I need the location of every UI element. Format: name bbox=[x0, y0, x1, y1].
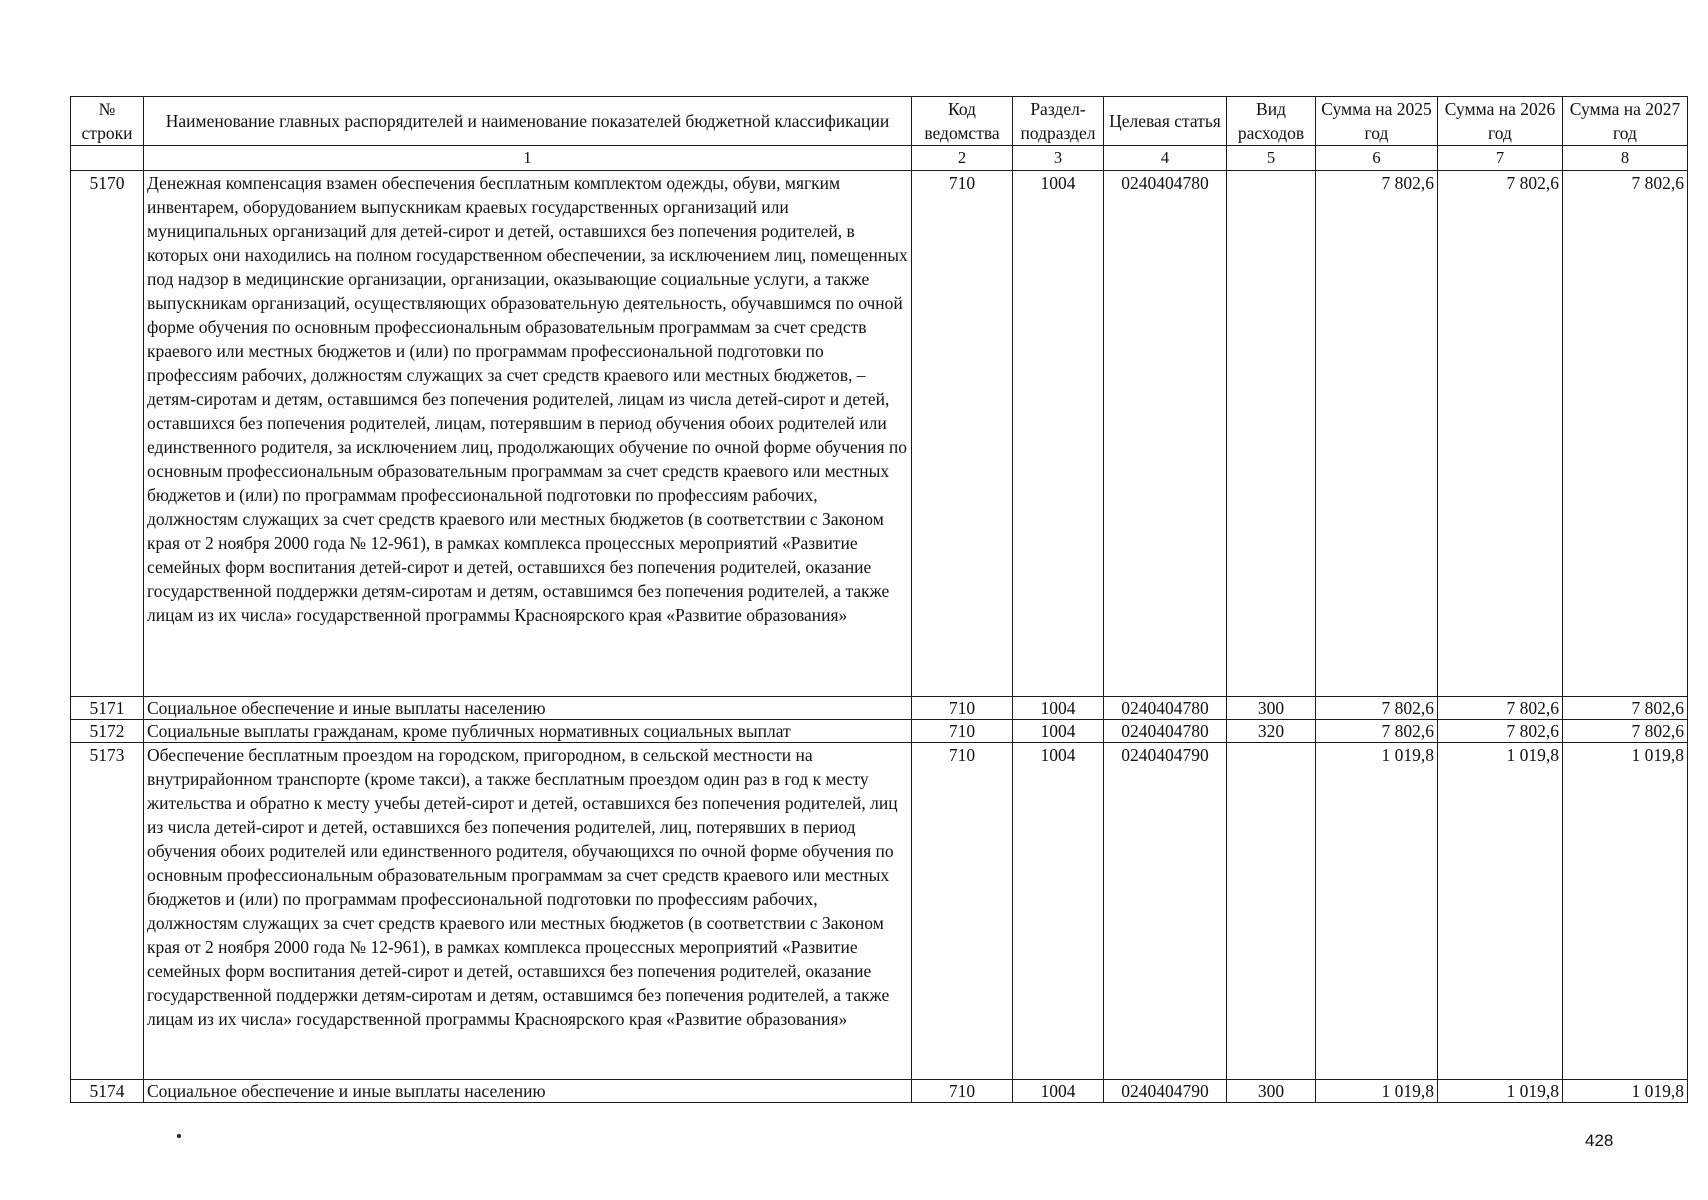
row-name: Социальные выплаты гражданам, кроме публичных нормативных социальных выплат bbox=[144, 720, 912, 743]
row-section: 1004 bbox=[1013, 697, 1104, 720]
header-row-no: № строки bbox=[71, 97, 144, 146]
header-expense-type: Вид расходов bbox=[1227, 97, 1316, 146]
row-sum-2027: 1 019,8 bbox=[1563, 1080, 1688, 1103]
scan-speck bbox=[177, 1134, 181, 1138]
table-row bbox=[71, 1080, 1688, 1103]
table-row bbox=[71, 743, 1688, 1080]
table-header-row bbox=[71, 97, 1688, 146]
row-target: 0240404780 bbox=[1104, 720, 1227, 743]
row-section: 1004 bbox=[1013, 1080, 1104, 1103]
row-expense-type: 320 bbox=[1227, 720, 1316, 743]
header-sum-2026: Сумма на 2026 год bbox=[1438, 97, 1563, 146]
table-row bbox=[71, 171, 1688, 697]
row-number: 5173 bbox=[71, 743, 144, 1080]
row-name: Денежная компенсация взамен обеспечения бесплатным комплектом одежды, обуви, мягким инвентарем, оборудованием выпускникам краевых государственных организаций или муниципальных организаций для детей-сирот и детей, оставшихся без попечения родителей, в которых они находились на полном государственном обеспечении, за исключением лиц, помещенных под надзор в медицинские организации, организации, оказывающие социальные услуги, а также выпускникам организаций, осуществляющих образовательную деятельность, обучавшимся по очной форме обучения по основным профессиональным образовательным программам за счет средств краевого или местных бюджетов и (или) по программам профессиональной подготовки по профессиям рабочих, должностям служащих за счет средств краевого или местных бюджетов, – детям-сиротам и детям, оставшимся без попечения родителей, лицам из числа детей-сирот и детей, оставшихся без попечения родителей, лицам, потерявшим в период обучения обоих родителей или единственного родителя, за исключением лиц, продолжающих обучение по очной форме обучения по основным профессиональным образовательным программам за счет средств краевого или местных бюджетов и (или) по программам профессиональной подготовки по профессиям рабочих, должностям служащих за счет средств краевого или местных бюджетов (в соответствии с Законом края от 2 ноября 2000 года № 12-961), в рамках комплекса процессных мероприятий «Развитие семейных форм воспитания детей-сирот и детей, оставшихся без попечения родителей, оказание государственной поддержки детям-сиротам и детям, оставшимся без попечения родителей, а также лицам из их числа» государственной программы Красноярского края «Развитие образования» bbox=[144, 171, 912, 697]
row-section: 1004 bbox=[1013, 743, 1104, 1080]
row-expense-type: 300 bbox=[1227, 1080, 1316, 1103]
header-section: Раздел-подраздел bbox=[1013, 97, 1104, 146]
row-dept-code: 710 bbox=[912, 720, 1013, 743]
row-section: 1004 bbox=[1013, 171, 1104, 697]
table-row bbox=[71, 720, 1688, 743]
row-name: Обеспечение бесплатным проездом на городском, пригородном, в сельской местности на внутрирайонном транспорте (кроме такси), а также бесплатным проездом один раз в год к месту жительства и обратно к месту учебы детей-сирот и детей, оставшихся без попечения родителей, лиц из числа детей-сирот и детей, оставшихся без попечения родителей, лиц, потерявших в период обучения обоих родителей или единственного родителя, обучающихся по очной форме обучения по основным профессиональным образовательным программам за счет средств краевого или местных бюджетов и (или) по программам профессиональной подготовки по профессиям рабочих, должностям служащих за счет средств краевого или местных бюджетов (в соответствии с Законом края от 2 ноября 2000 года № 12-961), в рамках комплекса процессных мероприятий «Развитие семейных форм воспитания детей-сирот и детей, оставшихся без попечения родителей, оказание государственной поддержки детям-сиротам и детям, оставшимся без попечения родителей, а также лицам из их числа» государственной программы Красноярского края «Развитие образования» bbox=[144, 743, 912, 1080]
row-sum-2025: 7 802,6 bbox=[1316, 697, 1438, 720]
row-sum-2027: 7 802,6 bbox=[1563, 720, 1688, 743]
column-number: 5 bbox=[1227, 146, 1316, 171]
row-sum-2025: 7 802,6 bbox=[1316, 720, 1438, 743]
row-sum-2026: 7 802,6 bbox=[1438, 171, 1563, 697]
page-number: 428 bbox=[1585, 1131, 1614, 1150]
header-sum-2025: Сумма на 2025 год bbox=[1316, 97, 1438, 146]
column-number-row bbox=[71, 146, 1688, 171]
row-number: 5170 bbox=[71, 171, 144, 697]
row-target: 0240404780 bbox=[1104, 697, 1227, 720]
row-expense-type bbox=[1227, 743, 1316, 1080]
header-target: Целевая статья bbox=[1104, 97, 1227, 146]
row-sum-2027: 1 019,8 bbox=[1563, 743, 1688, 1080]
column-number: 7 bbox=[1438, 146, 1563, 171]
budget-table bbox=[70, 96, 1688, 1103]
row-section: 1004 bbox=[1013, 720, 1104, 743]
row-sum-2027: 7 802,6 bbox=[1563, 697, 1688, 720]
row-number: 5171 bbox=[71, 697, 144, 720]
row-sum-2025: 1 019,8 bbox=[1316, 743, 1438, 1080]
row-dept-code: 710 bbox=[912, 171, 1013, 697]
row-number: 5172 bbox=[71, 720, 144, 743]
row-dept-code: 710 bbox=[912, 1080, 1013, 1103]
row-name: Социальное обеспечение и иные выплаты населению bbox=[144, 1080, 912, 1103]
row-dept-code: 710 bbox=[912, 697, 1013, 720]
column-number: 3 bbox=[1013, 146, 1104, 171]
row-sum-2027: 7 802,6 bbox=[1563, 171, 1688, 697]
row-sum-2026: 7 802,6 bbox=[1438, 720, 1563, 743]
row-target: 0240404780 bbox=[1104, 171, 1227, 697]
column-number: 2 bbox=[912, 146, 1013, 171]
row-sum-2026: 7 802,6 bbox=[1438, 697, 1563, 720]
row-target: 0240404790 bbox=[1104, 743, 1227, 1080]
column-number: 8 bbox=[1563, 146, 1688, 171]
row-sum-2025: 7 802,6 bbox=[1316, 171, 1438, 697]
row-sum-2025: 1 019,8 bbox=[1316, 1080, 1438, 1103]
table-row bbox=[71, 697, 1688, 720]
row-sum-2026: 1 019,8 bbox=[1438, 1080, 1563, 1103]
header-name: Наименование главных распорядителей и наименование показателей бюджетной классификации bbox=[144, 97, 912, 146]
row-dept-code: 710 bbox=[912, 743, 1013, 1080]
column-number: 1 bbox=[144, 146, 912, 171]
row-expense-type: 300 bbox=[1227, 697, 1316, 720]
column-number: 4 bbox=[1104, 146, 1227, 171]
row-name: Социальное обеспечение и иные выплаты населению bbox=[144, 697, 912, 720]
row-expense-type bbox=[1227, 171, 1316, 697]
row-sum-2026: 1 019,8 bbox=[1438, 743, 1563, 1080]
column-number bbox=[71, 146, 144, 171]
header-sum-2027: Сумма на 2027 год bbox=[1563, 97, 1688, 146]
row-number: 5174 bbox=[71, 1080, 144, 1103]
row-target: 0240404790 bbox=[1104, 1080, 1227, 1103]
header-dept-code: Код ведомства bbox=[912, 97, 1013, 146]
column-number: 6 bbox=[1316, 146, 1438, 171]
